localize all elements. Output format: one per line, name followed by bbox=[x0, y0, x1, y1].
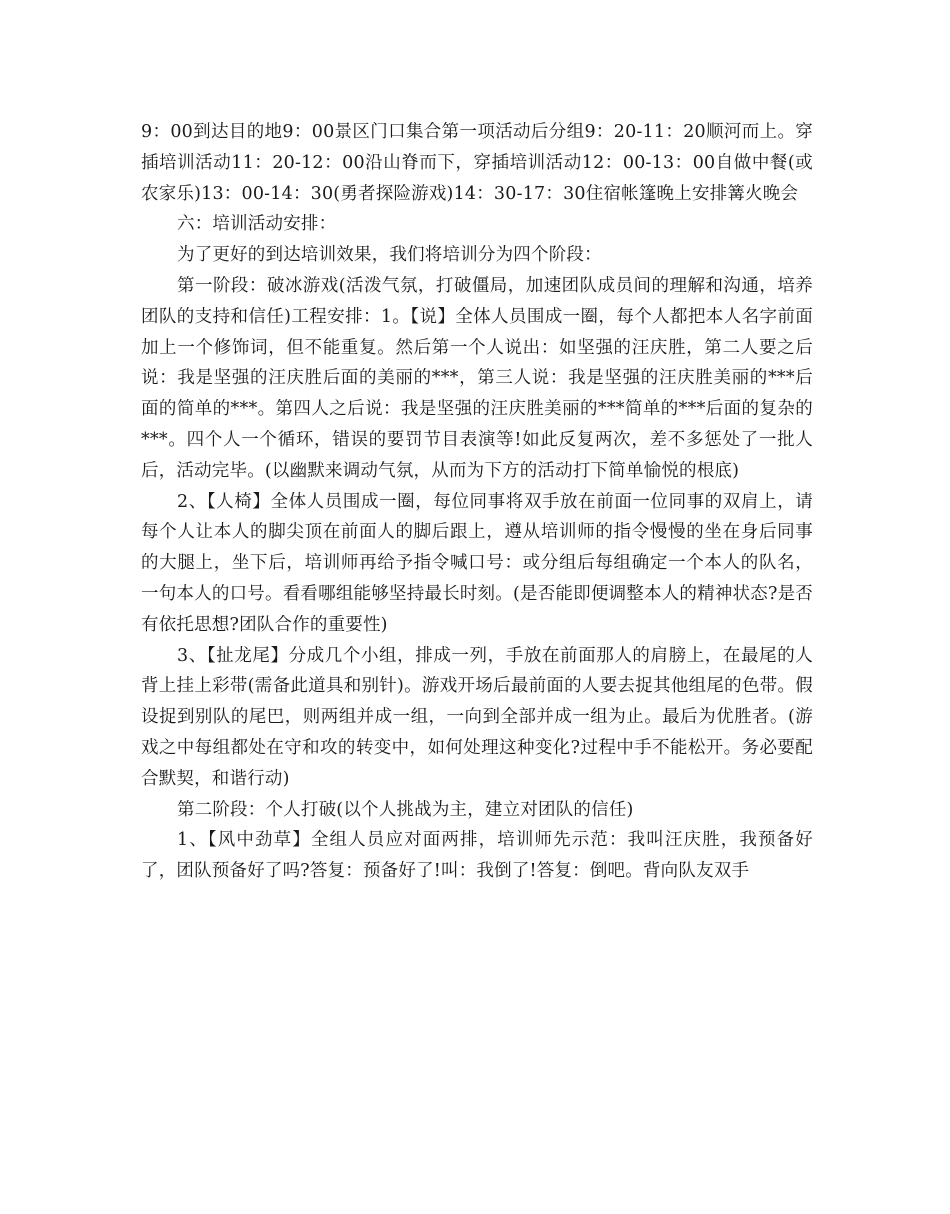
paragraph-intro: 为了更好的到达培训效果，我们将培训分为四个阶段： bbox=[177, 245, 602, 266]
paragraph-dragon-tail: 3、【扯龙尾】分成几个小组，排成一列，手放在前面那人的肩膀上，在最尾的人背上挂上彩带(需备此道具和别针)。游戏开场后最前面的人要去捉其他组尾的色带。假设捉到别队的尾巴，则两组并成一组，一向到全部并成一组为止。最后为优胜者。(游戏之中每组都处在守和攻的转变中，如何处理这种变化?过程中手不能松开。务必要配合默契，和谐行动) bbox=[141, 645, 813, 789]
paragraph-stage-two: 第二阶段：个人打破(以个人挑战为主，建立对团队的信任) bbox=[177, 799, 634, 820]
document-body bbox=[141, 117, 813, 887]
paragraph-schedule: 9：00到达目的地9：00景区门口集合第一项活动后分组9：20-11：20顺河而上。穿插培训活动11：20-12：00沿山脊而下，穿插培训活动12：00-13：00自做中餐(或农家乐)13：00-14：30(勇者探险游戏)14：30-17：30住宿帐篷晚上安排篝火晚会 bbox=[141, 122, 813, 204]
paragraph-human-chair: 2、【人椅】全体人员围成一圈，每位同事将双手放在前面一位同事的双肩上，请每个人让本人的脚尖顶在前面人的脚后跟上，遵从培训师的指令慢慢的坐在身后同事的大腿上，坐下后，培训师再给予指令喊口号：或分组后每组确定一个本人的队名，一句本人的口号。看看哪组能够坚持最长时刻。(是否能即便调整本人的精神状态?是否有依托思想?团队合作的重要性) bbox=[141, 491, 813, 635]
paragraph-wind-grass: 1、【风中劲草】全组人员应对面两排，培训师先示范：我叫汪庆胜，我预备好了，团队预备好了吗?答复：预备好了!叫：我倒了!答复：倒吧。背向队友双手 bbox=[141, 830, 813, 882]
paragraph-stage-one: 第一阶段：破冰游戏(活泼气氛，打破僵局，加速团队成员间的理解和沟通，培养团队的支持和信任)工程安排：1。【说】全体人员围成一圈，每个人都把本人名字前面加上一个修饰词，但不能重复。然后第一个人说出：如坚强的汪庆胜，第二人要之后说：我是坚强的汪庆胜后面的美丽的***，第三人说：我是坚强的汪庆胜美丽的***后面的简单的***。第四人之后说：我是坚强的汪庆胜美丽的***简单的***后面的复杂的***。四个人一个循环，错误的要罚节目表演等!如此反复两次，差不多惩处了一批人后，活动完毕。(以幽默来调动气氛，从而为下方的活动打下简单愉悦的根底) bbox=[141, 275, 813, 481]
paragraph-section-heading: 六：培训活动安排： bbox=[177, 214, 337, 235]
